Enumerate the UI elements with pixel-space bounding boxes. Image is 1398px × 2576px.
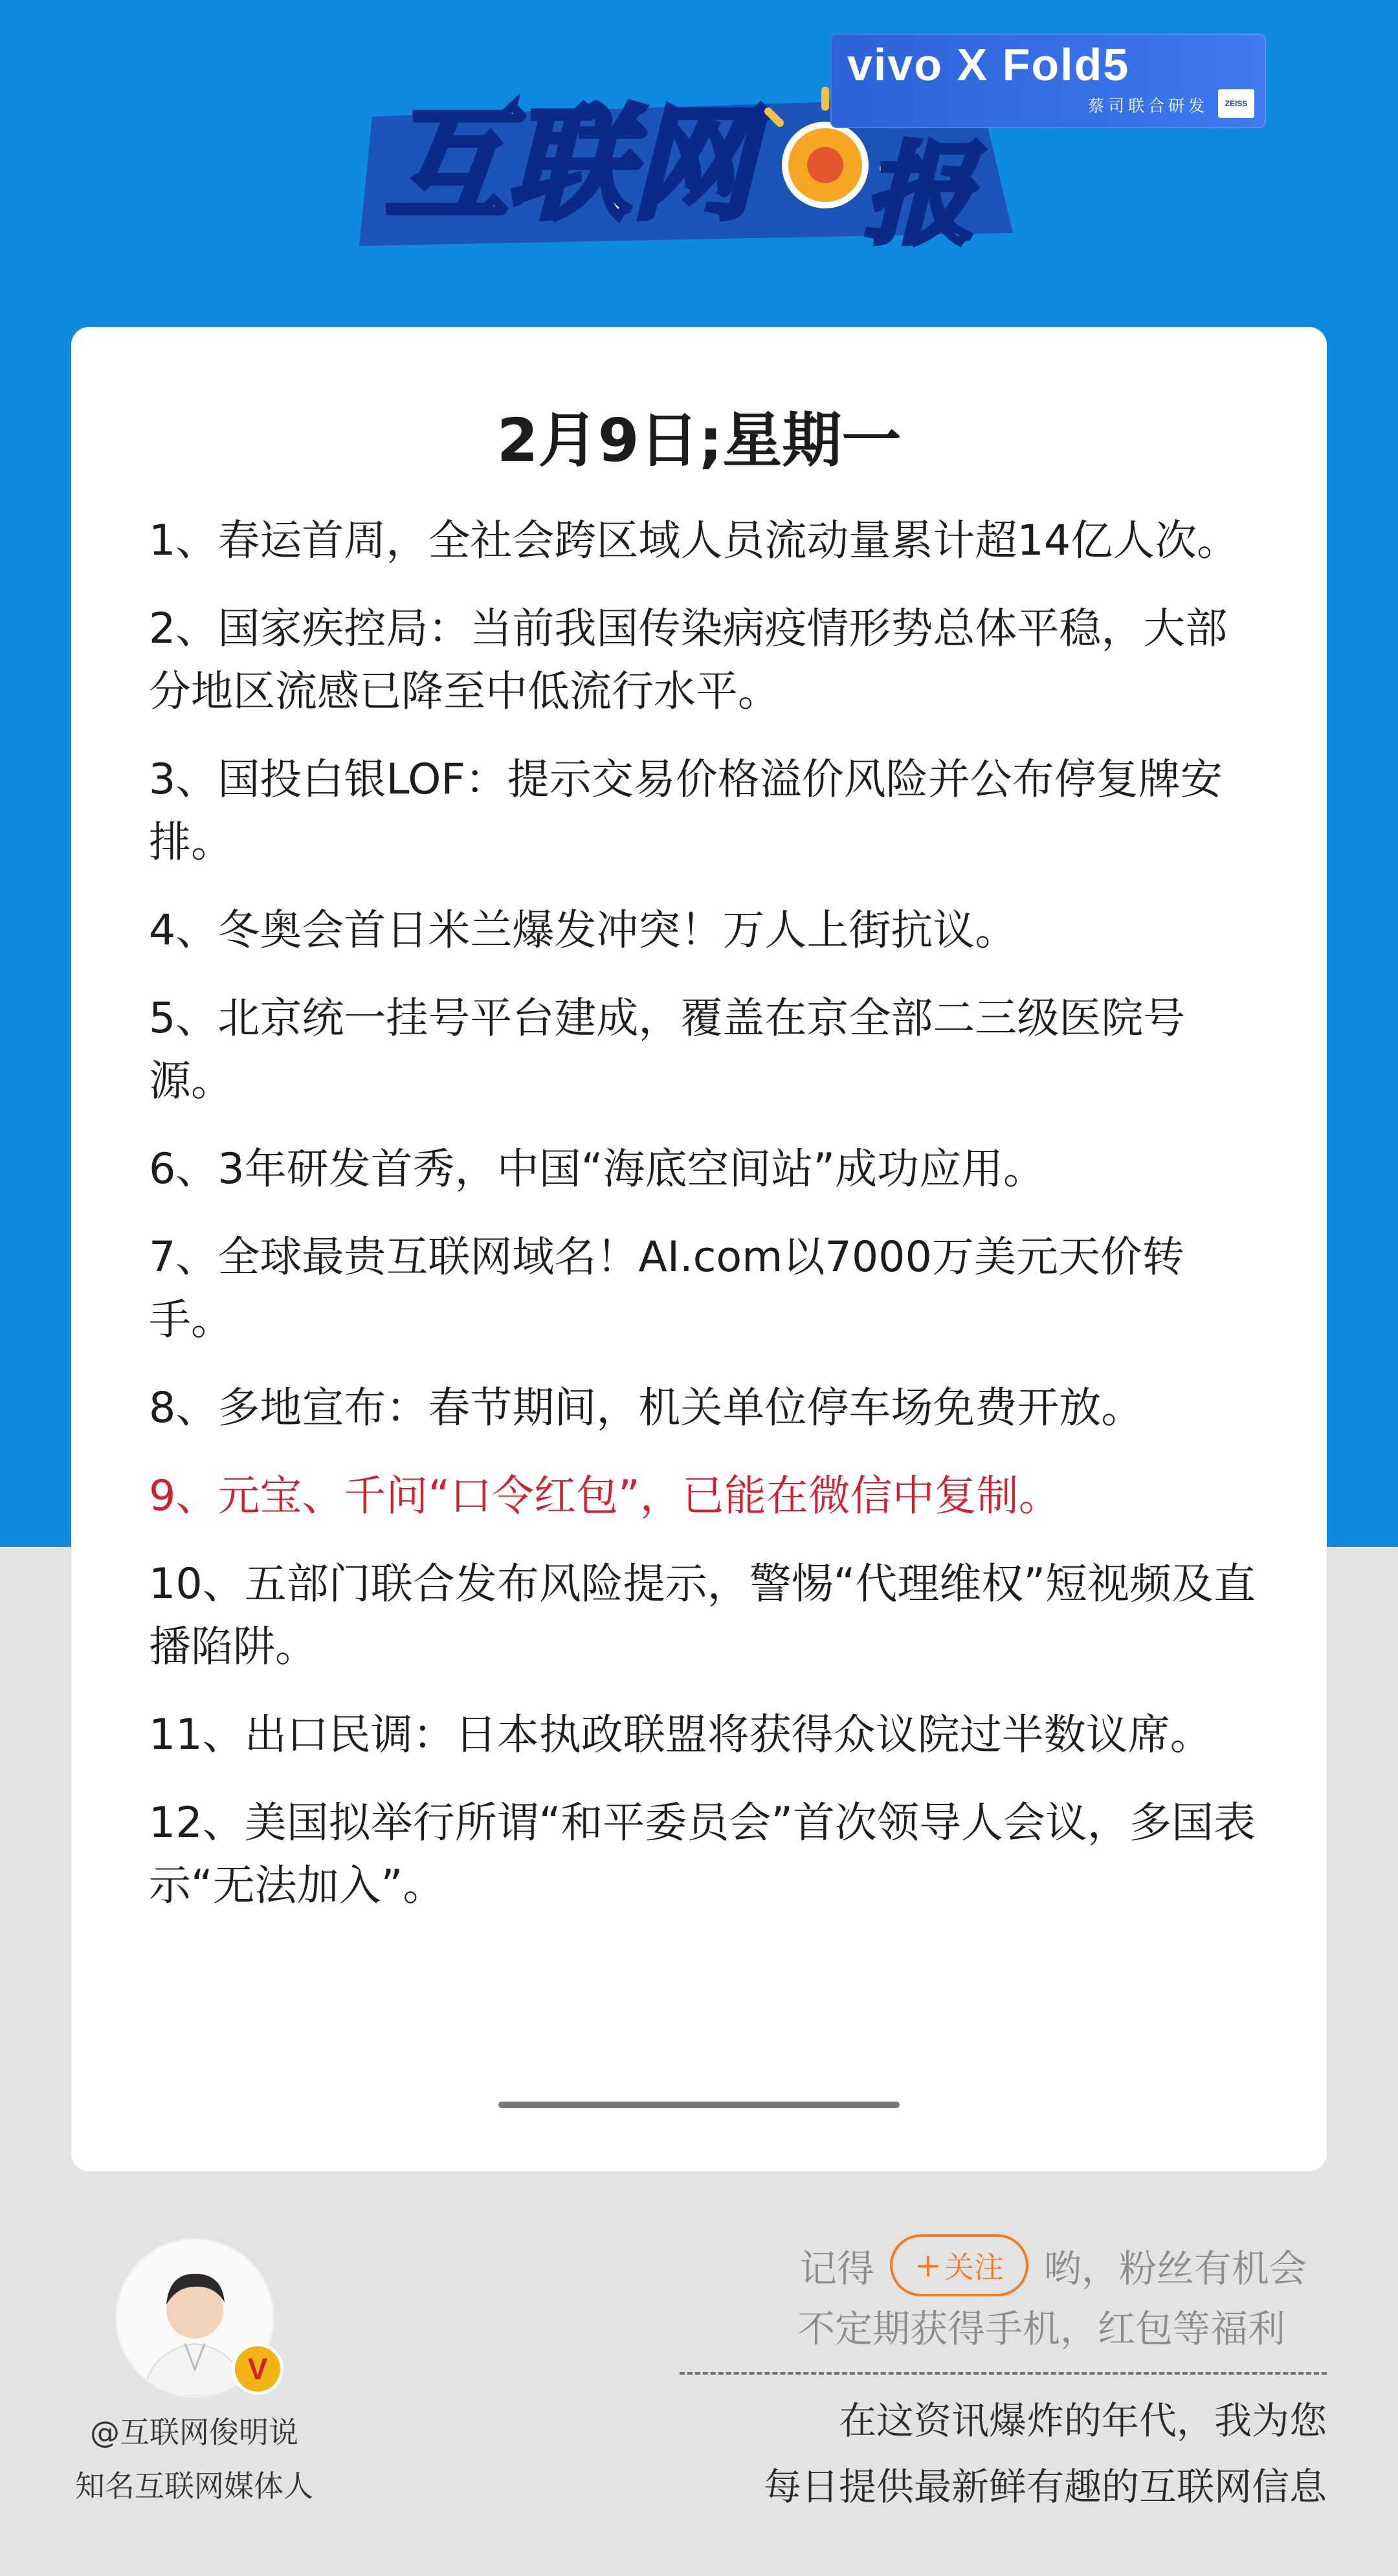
follow-button-label: 关注 (944, 2250, 1004, 2285)
follow-prefix: 记得 (799, 2247, 875, 2291)
plus-icon: + (915, 2247, 942, 2284)
news-list (149, 509, 1262, 1942)
news-item: 11、出口民调：日本执政联盟将获得众议院过半数议席。 (149, 1711, 1212, 1759)
follow-benefit: 不定期获得手机，红包等福利 (797, 2307, 1286, 2351)
zeiss-logo: ZEISS (1218, 89, 1254, 118)
news-item: 1、春运首周，全社会跨区域人员流动量累计超14亿人次。 (149, 516, 1239, 565)
news-item: 8、多地宣布：春节期间，机关单位停车场免费开放。 (149, 1384, 1144, 1432)
news-item: 6、3年研发首秀，中国“海底空间站”成功应用。 (149, 1145, 1046, 1194)
dashed-divider (680, 2372, 1327, 2375)
slogan-line-1: 在这资讯爆炸的年代，我为您 (838, 2399, 1327, 2443)
news-card (71, 327, 1327, 2171)
news-item: 9、元宝、千问“口令红包”，已能在微信中复制。 (149, 1472, 1061, 1520)
news-item: 7、全球最贵互联网域名！AI.com以7000万美元天价转手。 (149, 1233, 1184, 1344)
follow-prompt (799, 2233, 1307, 2298)
verified-badge-icon: V (232, 2343, 283, 2395)
news-item: 5、北京统一挂号平台建成，覆盖在京全部二三级医院号源。 (149, 994, 1186, 1105)
date-heading: 2月9日;星期一 (496, 406, 902, 475)
news-item: 3、国投白银LOF：提示交易价格溢价风险并公布停复牌安排。 (149, 755, 1223, 867)
follow-button[interactable] (890, 2234, 1028, 2296)
follow-suffix: 哟，粉丝有机会 (1043, 2247, 1307, 2291)
author-name[interactable]: @互联网俊明说 (90, 2415, 298, 2450)
slogan-line-2: 每日提供最新鲜有趣的互联网信息 (763, 2465, 1327, 2509)
sponsor-subtitle: 蔡司联合研发 (1088, 96, 1209, 115)
news-item: 2、国家疾控局：当前我国传染病疫情形势总体平稳，大部分地区流感已降至中低流行水平。 (149, 605, 1228, 716)
svg-text:互联网: 互联网 (385, 93, 755, 236)
divider (498, 2102, 900, 2108)
svg-text:报: 报 (864, 131, 975, 260)
sponsor-banner (830, 34, 1266, 128)
news-item: 10、五部门联合发布风险提示，警惕“代理维权”短视频及直播陷阱。 (149, 1560, 1256, 1671)
author-title: 知名互联网媒体人 (75, 2469, 313, 2504)
sponsor-title: vivo X Fold5 (847, 39, 1130, 90)
news-item: 12、美国拟举行所谓“和平委员会”首次领导人会议，多国表示“无法加入”。 (149, 1799, 1256, 1910)
news-item: 4、冬奥会首日米兰爆发冲突！万人上街抗议。 (149, 906, 1017, 955)
